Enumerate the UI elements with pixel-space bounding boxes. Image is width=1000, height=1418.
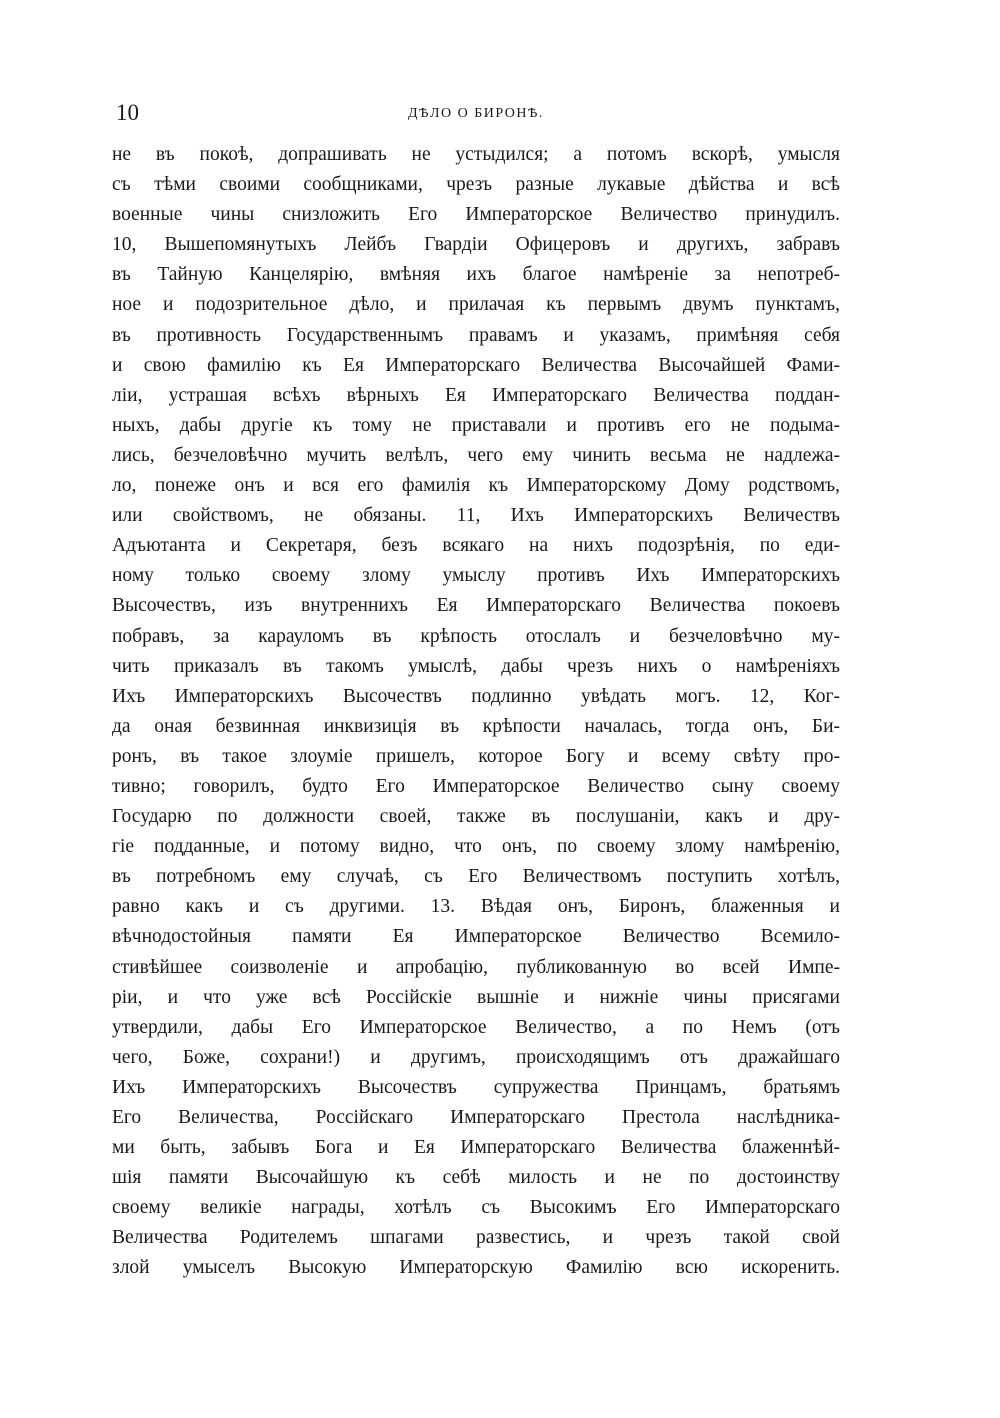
text-line: утвердили, дабы Его Императорское Величество, а по Немъ (отъ (112, 1016, 840, 1038)
text-line: побравъ, за карауломъ въ крѣпость отослалъ и безчеловѣчно му- (112, 625, 840, 647)
text-line: Ихъ Императорскихъ Высочествъ подлинно увѣдать могъ. 12, Ког- (112, 685, 840, 707)
text-line: Адъютанта и Секретаря, безъ всякаго на нихъ подозрѣнія, по еди- (112, 535, 840, 557)
page-header (112, 96, 840, 136)
text-line: да оная безвинная инквизиція въ крѣпости началась, тогда онъ, Би- (112, 715, 840, 737)
page-number: 10 (116, 100, 139, 125)
text-line: ріи, и что уже всѣ Россійскіе вышніе и нижніе чины присягами (112, 986, 840, 1008)
text-line: злой умыселъ Высокую Императорскую Фамилію всю искоренить. (112, 1257, 840, 1279)
book-page (112, 0, 840, 1418)
text-line: 10, Вышепомянутыхъ Лейбъ Гвардіи Офицеровъ и другихъ, забравъ (112, 234, 840, 256)
text-line: вѣчнодостойныя памяти Ея Императорское Величество Всемило- (112, 926, 840, 948)
text-line: ное и подозрительное дѣло, и прилачая къ первымъ двумъ пунктамъ, (112, 294, 840, 316)
text-line: и свою фамилію къ Ея Императорскаго Величества Высочайшей Фами- (112, 354, 840, 376)
text-line: гіе подданные, и потому видно, что онъ, по своему злому намѣренію, (112, 836, 840, 858)
text-line: лись, безчеловѣчно мучить велѣлъ, чего ему чинить весьма не надлежа- (112, 444, 840, 466)
text-line: Государю по должности своей, также въ послушаніи, какъ и дру- (112, 806, 840, 828)
text-line: съ тѣми своими сообщниками, чрезъ разные лукавые дѣйства и всѣ (112, 174, 840, 196)
text-line: чить приказалъ въ такомъ умыслѣ, дабы чрезъ нихъ о намѣреніяхъ (112, 655, 840, 677)
text-line: ному только своему злому умыслу противъ Ихъ Императорскихъ (112, 565, 840, 587)
text-line: ми быть, забывъ Бога и Ея Императорскаго Величества блаженнѣй- (112, 1137, 840, 1159)
text-line: ліи, устрашая всѣхъ вѣрныхъ Ея Императорскаго Величества поддан- (112, 384, 840, 406)
text-line: Ихъ Императорскихъ Высочествъ супружества Принцамъ, братьямъ (112, 1076, 840, 1098)
text-line: своему великіе награды, хотѣлъ съ Высокимъ Его Императорскаго (112, 1197, 840, 1219)
text-line: тивно; говорилъ, будто Его Императорское Величество сыну своему (112, 775, 840, 797)
text-line: Высочествъ, изъ внутреннихъ Ея Императорскаго Величества покоевъ (112, 595, 840, 617)
text-line: Его Величества, Россійскаго Императорскаго Престола наслѣдника- (112, 1107, 840, 1128)
text-line: Величества Родителемъ шпагами развестись, и чрезъ такой свой (112, 1227, 840, 1249)
text-line: или свойствомъ, не обязаны. 11, Ихъ Императорскихъ Величествъ (112, 505, 840, 527)
text-line: ныхъ, дабы другіе къ тому не приставали и противъ его не подыма- (112, 414, 840, 436)
text-line: равно какъ и съ другими. 13. Вѣдая онъ, Биронъ, блаженныя и (112, 896, 840, 918)
text-line: не въ покоѣ, допрашивать не устыдился; а потомъ вскорѣ, умысля (112, 144, 840, 165)
text-line: въ потребномъ ему случаѣ, съ Его Величествомъ поступить хотѣлъ, (112, 866, 840, 888)
text-line: въ противность Государственнымъ правамъ и указамъ, примѣняя себя (112, 324, 840, 346)
body-text (112, 140, 840, 1284)
text-line: шія памяти Высочайшую къ себѣ милость и не по достоинству (112, 1167, 840, 1189)
text-line: стивѣйшее соизволеніе и апробацію, публикованную во всей Импе- (112, 956, 840, 978)
text-line: въ Тайную Канцелярію, вмѣняя ихъ благое намѣреніе за непотреб- (112, 264, 840, 286)
text-line: ло, понеже онъ и вся его фамилія къ Императорскому Дому родствомъ, (112, 475, 840, 497)
running-title: ДѢЛО О БИРОНѢ. (408, 106, 544, 121)
text-line: ронъ, въ такое злоуміе пришелъ, которое Богу и всему свѣту про- (112, 745, 840, 767)
text-line: военные чины снизложить Его Императорское Величество принудилъ. (112, 204, 840, 226)
text-line: чего, Боже, сохрани!) и другимъ, происходящимъ отъ дражайшаго (112, 1046, 840, 1068)
